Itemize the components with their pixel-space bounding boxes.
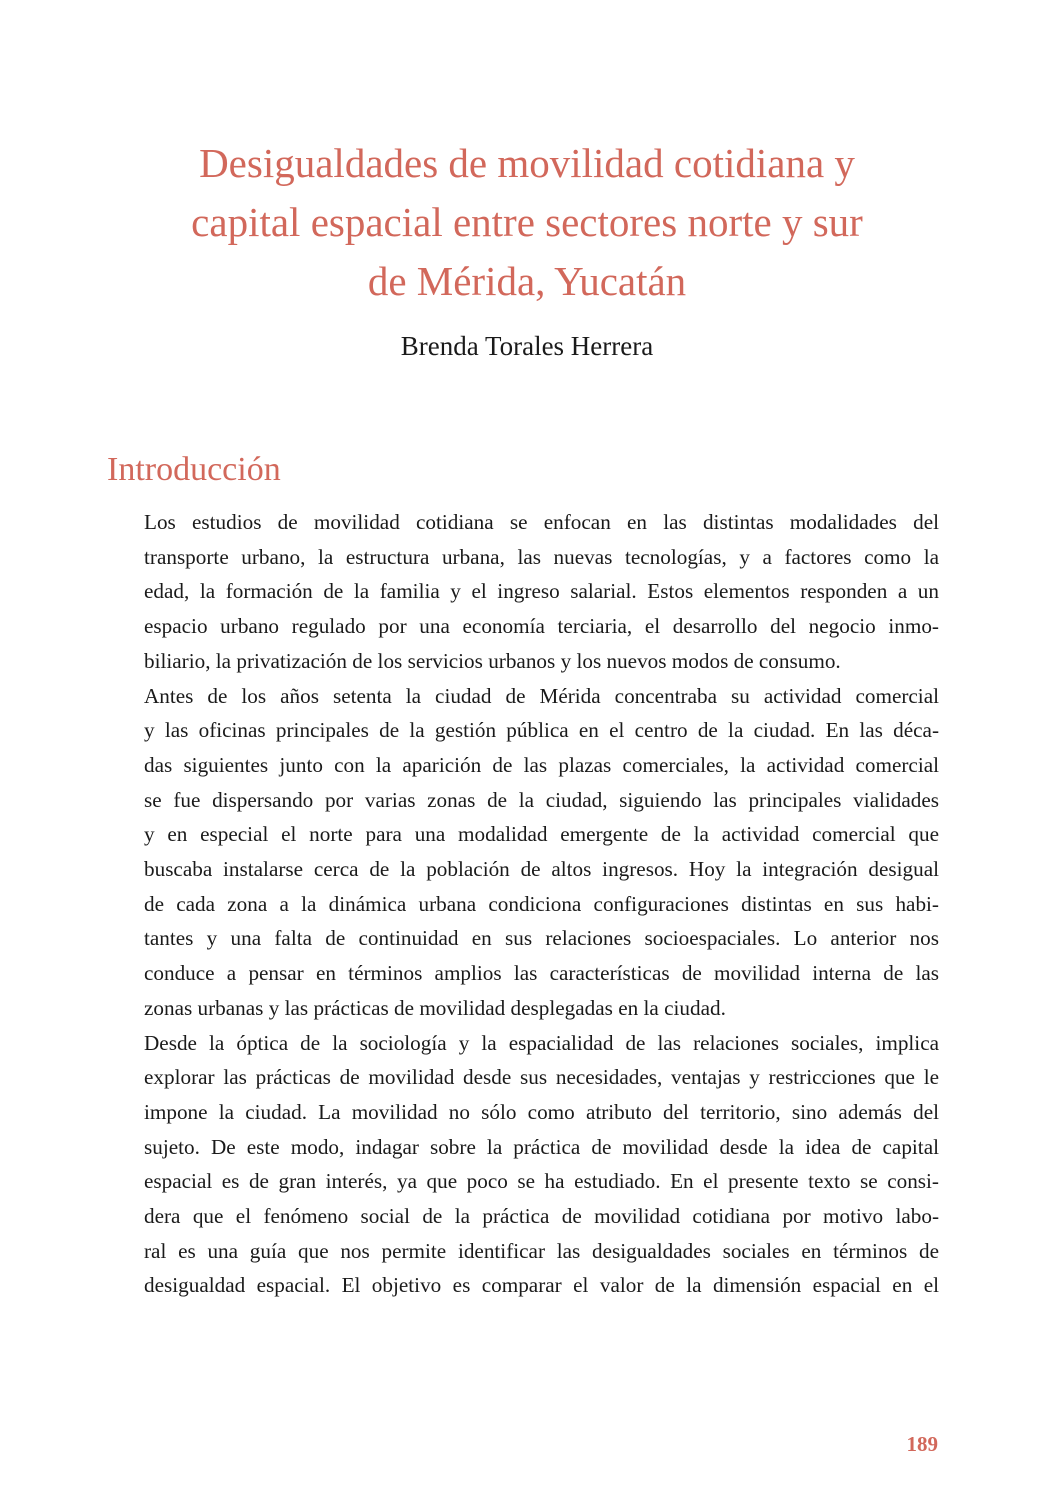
body-text [107, 505, 939, 1303]
text-line: se fue dispersando por varias zonas de la ciudad, siguiendo las principales vialidades [144, 787, 939, 812]
text-line: Los estudios de movilidad cotidiana se enfocan en las distintas modalidades del [144, 510, 939, 534]
text-line: das siguientes junto con la aparición de las plazas comerciales, la actividad comercial [144, 752, 939, 777]
text-line: conduce a pensar en términos amplios las características de movilidad interna de las [144, 961, 939, 986]
paragraph [107, 679, 939, 1026]
text-line: buscaba instalarse cerca de la población de altos ingresos. Hoy la integración desigual [144, 857, 939, 882]
text-line: transporte urbano, la estructura urbana, las nuevas tecnologías, y a factores como la [144, 544, 939, 569]
text-line: tantes y una falta de continuidad en sus relaciones socioespaciales. Lo anterior nos [144, 926, 939, 951]
text-line: Antes de los años setenta la ciudad de Mérida concentraba su actividad comercial [144, 683, 939, 708]
text-line: dera que el fenómeno social de la práctica de movilidad cotidiana por motivo labo- [144, 1204, 939, 1229]
text-line: espacial es de gran interés, ya que poco se ha estudiado. En el presente texto se consi- [144, 1169, 939, 1194]
chapter-title-line: Desigualdades de movilidad cotidiana y [199, 140, 855, 186]
paragraph [107, 505, 939, 679]
text-line: edad, la formación de la familia y el ingreso salarial. Estos elementos responden a un [144, 579, 939, 604]
text-line: y en especial el norte para una modalidad emergente de la actividad comercial que [144, 822, 939, 847]
section-heading: Introducción [107, 451, 281, 488]
text-line: y las oficinas principales de la gestión pública en el centro de la ciudad. En las déca- [144, 718, 939, 743]
author-name: Brenda Torales Herrera [400, 331, 654, 361]
text-line: explorar las prácticas de movilidad desde sus necesidades, ventajas y restricciones que le [144, 1065, 939, 1090]
text-line: biliario, la privatización de los servicios urbanos y los nuevos modos de consumo. [144, 648, 841, 673]
text-line: ral es una guía que nos permite identificar las desigualdades sociales en términos de [144, 1238, 939, 1263]
text-line: desigualdad espacial. El objetivo es comparar el valor de la dimensión espacial en el [144, 1273, 939, 1298]
page-number: 189 [906, 1432, 938, 1456]
text-line: impone la ciudad. La movilidad no sólo como atributo del territorio, sino además del [144, 1099, 939, 1124]
text-line: espacio urbano regulado por una economía terciaria, el desarrollo del negocio inmo- [144, 614, 939, 639]
text-line: de cada zona a la dinámica urbana condiciona configuraciones distintas en sus habi- [144, 891, 939, 916]
text-line: zonas urbanas y las prácticas de movilidad desplegadas en la ciudad. [144, 995, 726, 1020]
chapter-title-line: capital espacial entre sectores norte y sur [191, 199, 863, 245]
text-line: sujeto. De este modo, indagar sobre la práctica de movilidad desde la idea de capital [144, 1134, 939, 1159]
paragraph [107, 1026, 939, 1304]
chapter-title-line: de Mérida, Yucatán [367, 258, 687, 304]
chapter-title [90, 134, 964, 311]
text-line: Desde la óptica de la sociología y la espacialidad de las relaciones sociales, implica [144, 1030, 939, 1055]
